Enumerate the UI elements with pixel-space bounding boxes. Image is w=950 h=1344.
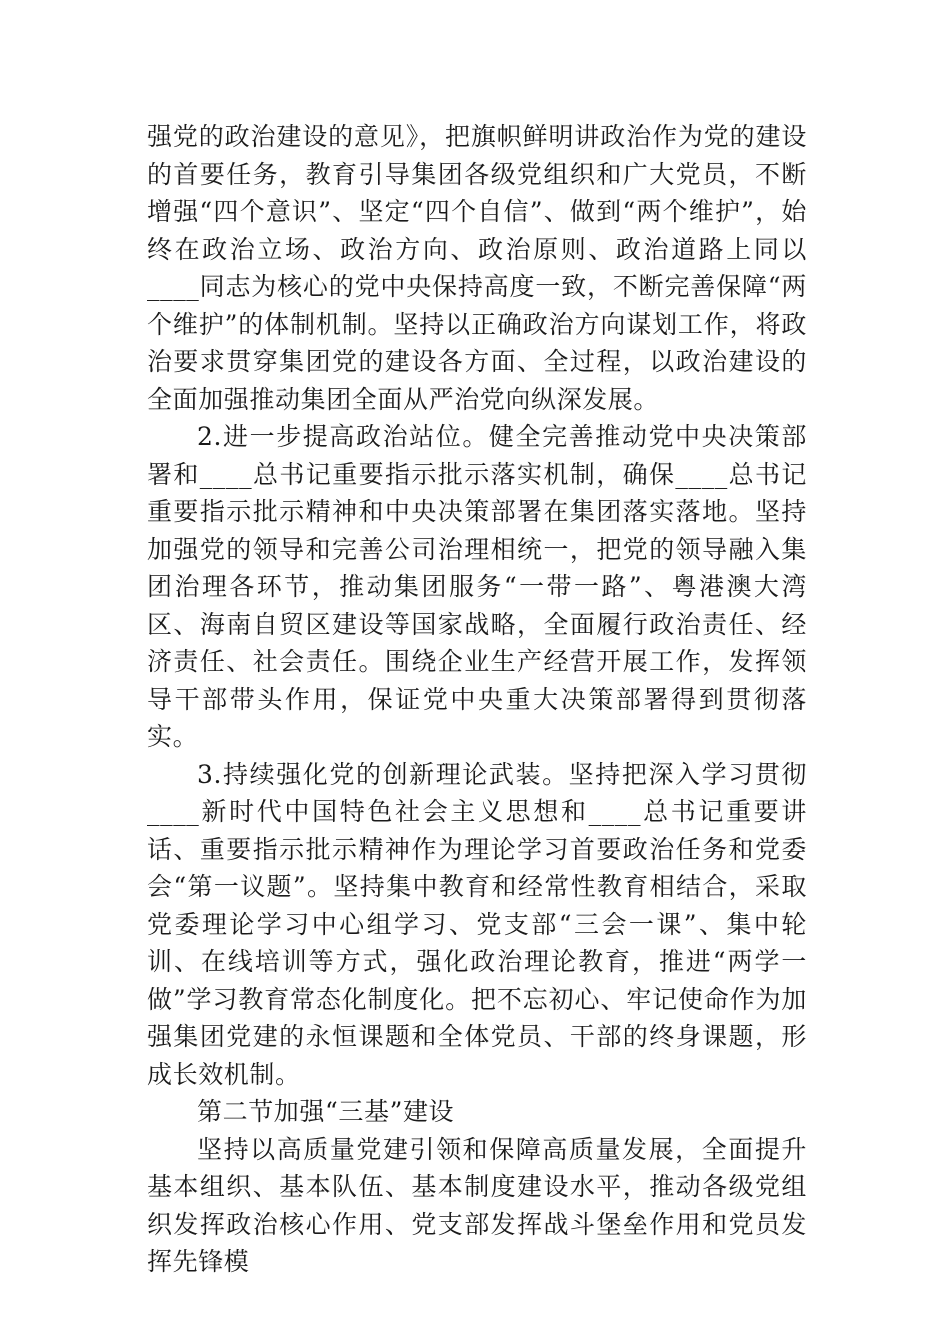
document-body — [147, 118, 807, 1281]
paragraph-political-construction-continued: 强党的政治建设的意见》，把旗帜鲜明讲政治作为党的建设的首要任务，教育引导集团各级党组织和广大党员，不断增强“四个意识”、坚定“四个自信”、做到“两个维护”，始终在政治立场、政治方向、政治原则、政治道路上同以____同志为核心的党中央保持高度一致，不断完善保障“两个维护”的体制机制。坚持以正确政治方向谋划工作，将政治要求贯穿集团党的建设各方面、全过程，以政治建设的全面加强推动集团全面从严治党向纵深发展。 — [147, 122, 807, 414]
paragraph-item-2-political-stance: 2.进一步提高政治站位。健全完善推动党中央决策部署和____总书记重要指示批示落实机制，确保____总书记重要指示批示精神和中央决策部署在集团落实落地。坚持加强党的领导和完善公司治理相统一，把党的领导融入集团治理各环节，推动集团服务“一带一路”、粤港澳大湾区、海南自贸区建设等国家战略，全面履行政治责任、经济责任、社会责任。围绕企业生产经营开展工作，发挥领导干部带头作用，保证党中央重大决策部署得到贯彻落实。 — [147, 422, 807, 751]
section-heading-three-basics: 第二节加强“三基”建设 — [197, 1097, 455, 1126]
paragraph-three-basics-intro: 坚持以高质量党建引领和保障高质量发展，全面提升基本组织、基本队伍、基本制度建设水平，推动各级党组织发挥政治核心作用、党支部发挥战斗堡垒作用和党员发挥先锋模 — [147, 1134, 807, 1276]
paragraph-item-3-theory-study: 3.持续强化党的创新理论武装。坚持把深入学习贯彻____新时代中国特色社会主义思想和____总书记重要讲话、重要指示批示精神作为理论学习首要政治任务和党委会“第一议题”。坚持集中教育和经常性教育相结合，采取党委理论学习中心组学习、党支部“三会一课”、集中轮训、在线培训等方式，强化政治理论教育，推进“两学一做”学习教育常态化制度化。把不忘初心、牢记使命作为加强集团党建的永恒课题和全体党员、干部的终身课题，形成长效机制。 — [147, 759, 807, 1089]
